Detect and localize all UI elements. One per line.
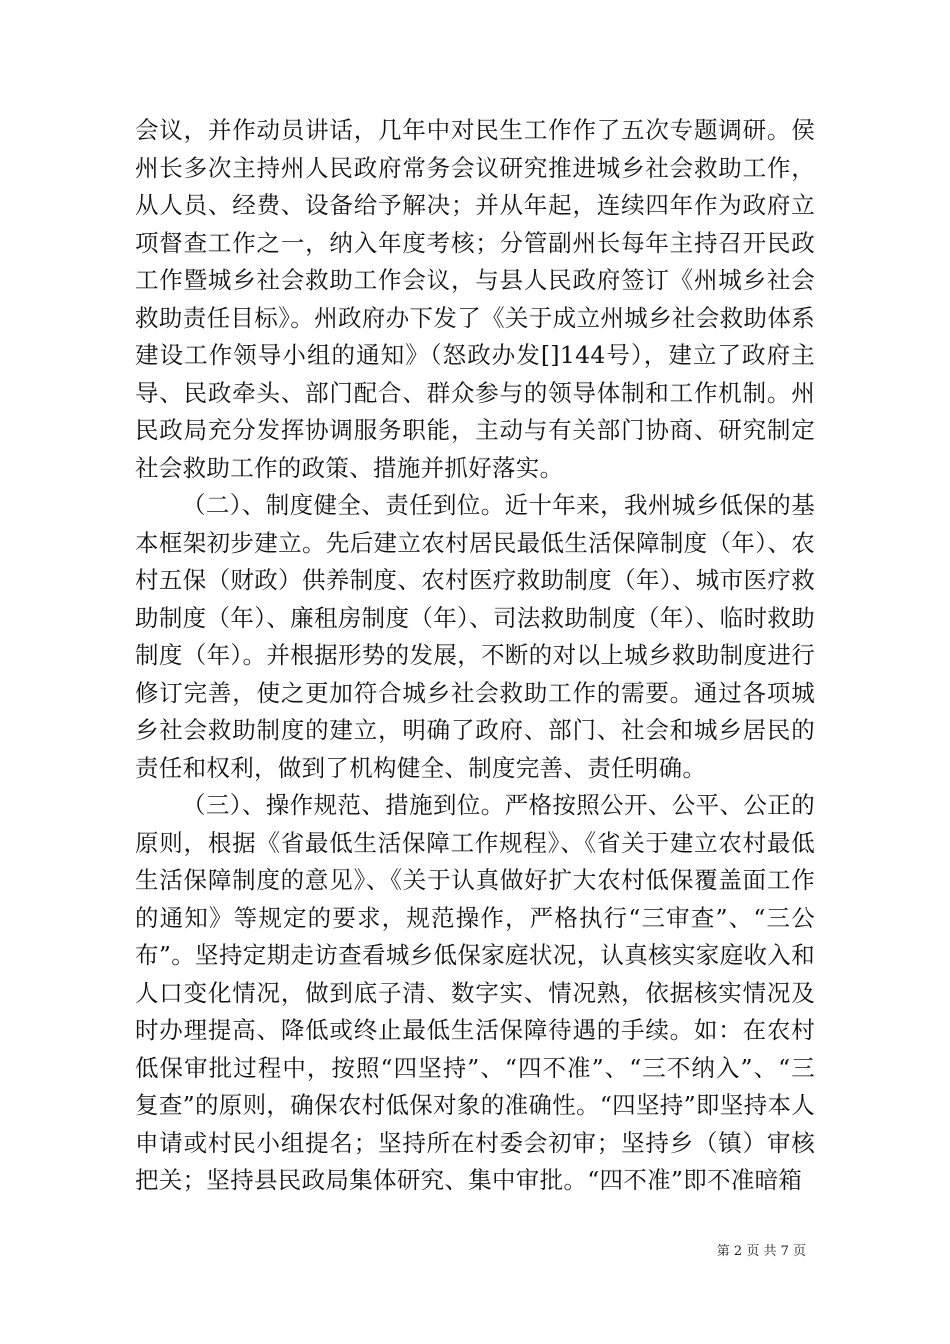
paragraph-3: （三）、操作规范、措施到位。严格按照公开、公平、公正的原则，根据《省最低生活保障工作规程》、《省关于建立农村最低生活保障制度的意见》、《关于认真做好扩大农村低保覆盖面工作的通知》等规定的要求，规范操作，严格执行“三审查”、“三公布”。坚持定期走访查看城乡低保家庭状况，认真核实家庭收入和人口变化情况，做到底子清、数字实、情况熟，依据核实情况及时办理提高、降低或终止最低生活保障待遇的手续。如：在农村低保审批过程中，按照“四坚持”、“四不准”、“三不纳入”、“三复查”的原则，确保农村低保对象的准确性。“四坚持”即坚持本人申请或村民小组提名；坚持所在村委会初审；坚持乡（镇）审核把关；坚持县民政局集体研究、集中审批。“四不准”即不准暗箱 [135, 791, 815, 1194]
paragraph-1: 会议，并作动员讲话，几年中对民生工作作了五次专题调研。侯州长多次主持州人民政府常务会议研究推进城乡社会救助工作，从人员、经费、设备给予解决；并从年起，连续四年作为政府立项督查工作之一，纳入年度考核；分管副州长每年主持召开民政工作暨城乡社会救助工作会议，与县人民政府签订《州城乡社会救助责任目标》。州政府办下发了《关于成立州城乡社会救助体系建设工作领导小组的通知》（怒政办发[]144号），建立了政府主导、民政牵头、部门配合、群众参与的领导体制和工作机制。州民政局充分发挥协调服务职能，主动与有关部门协商、研究制定社会救助工作的政策、措施并抓好落实。 [135, 116, 815, 482]
document-body [135, 112, 815, 1200]
paragraph-2: （二）、制度健全、责任到位。近十年来，我州城乡低保的基本框架初步建立。先后建立农村居民最低生活保障制度（年）、农村五保（财政）供养制度、农村医疗救助制度（年）、城市医疗救助制度（年）、廉租房制度（年）、司法救助制度（年）、临时救助制度（年）。并根据形势的发展，不断的对以上城乡救助制度进行修订完善，使之更加符合城乡社会救助工作的需要。通过各项城乡社会救助制度的建立，明确了政府、部门、社会和城乡居民的责任和权利，做到了机构健全、制度完善、责任明确。 [135, 491, 815, 782]
page-number-footer: 第 2 页 共 7 页 [716, 1244, 806, 1259]
